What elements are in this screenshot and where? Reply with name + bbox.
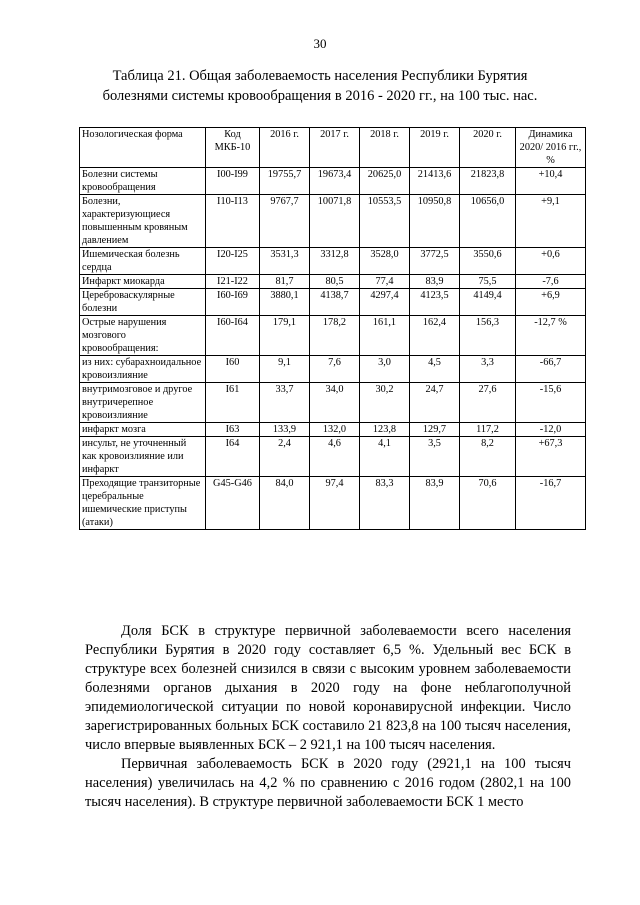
cell-value: 24,7 [410, 383, 460, 423]
cell-value: 30,2 [360, 383, 410, 423]
cell-value: 84,0 [260, 477, 310, 530]
cell-value: 3550,6 [460, 248, 516, 275]
cell-icd-code: I60-I69 [206, 289, 260, 316]
cell-value: 70,6 [460, 477, 516, 530]
cell-nosology: Инфаркт миокарда [80, 275, 206, 289]
cell-value: 161,1 [360, 316, 410, 356]
header-row [80, 128, 586, 168]
cell-value: 33,7 [260, 383, 310, 423]
table-row [80, 289, 586, 316]
cell-dynamics: +67,3 [516, 437, 586, 477]
header-dynamics: Динамика 2020/ 2016 гг., % [516, 128, 586, 168]
cell-value: 129,7 [410, 423, 460, 437]
cell-nosology: Ишемическая болезнь сердца [80, 248, 206, 275]
cell-value: 123,8 [360, 423, 410, 437]
table-row [80, 477, 586, 530]
cell-value: 10656,0 [460, 195, 516, 248]
cell-value: 4297,4 [360, 289, 410, 316]
cell-value: 4,5 [410, 356, 460, 383]
cell-value: 83,9 [410, 275, 460, 289]
cell-value: 4149,4 [460, 289, 516, 316]
cell-value: 3,3 [460, 356, 516, 383]
cell-value: 75,5 [460, 275, 516, 289]
cell-icd-code: I00-I99 [206, 168, 260, 195]
cell-value: 3,5 [410, 437, 460, 477]
cell-nosology: Цереброваскулярные болезни [80, 289, 206, 316]
cell-value: 4,6 [310, 437, 360, 477]
cell-value: 3772,5 [410, 248, 460, 275]
table-row [80, 383, 586, 423]
cell-value: 3528,0 [360, 248, 410, 275]
cell-value: 9,1 [260, 356, 310, 383]
header-2017: 2017 г. [310, 128, 360, 168]
cell-icd-code: I20-I25 [206, 248, 260, 275]
header-icd-code: Код МКБ-10 [206, 128, 260, 168]
morbidity-table [79, 127, 586, 530]
cell-dynamics: -66,7 [516, 356, 586, 383]
cell-nosology: из них: субарахноидальное кровоизлияние [80, 356, 206, 383]
cell-value: 162,4 [410, 316, 460, 356]
header-2019: 2019 г. [410, 128, 460, 168]
table-row [80, 275, 586, 289]
cell-value: 21413,6 [410, 168, 460, 195]
cell-nosology: инсульт, не уточненный как кровоизлияние или инфаркт [80, 437, 206, 477]
cell-value: 178,2 [310, 316, 360, 356]
cell-nosology: Болезни системы кровообращения [80, 168, 206, 195]
cell-value: 156,3 [460, 316, 516, 356]
cell-dynamics: -15,6 [516, 383, 586, 423]
cell-value: 83,9 [410, 477, 460, 530]
cell-icd-code: I64 [206, 437, 260, 477]
cell-value: 10071,8 [310, 195, 360, 248]
page-number: 30 [313, 36, 327, 51]
header-2018: 2018 г. [360, 128, 410, 168]
cell-dynamics: +6,9 [516, 289, 586, 316]
cell-value: 9767,7 [260, 195, 310, 248]
cell-value: 3312,8 [310, 248, 360, 275]
body-text [85, 622, 571, 812]
cell-value: 19755,7 [260, 168, 310, 195]
cell-value: 117,2 [460, 423, 516, 437]
cell-value: 3880,1 [260, 289, 310, 316]
header-2020: 2020 г. [460, 128, 516, 168]
table-row [80, 248, 586, 275]
cell-value: 4138,7 [310, 289, 360, 316]
cell-icd-code: I21-I22 [206, 275, 260, 289]
paragraph: Первичная заболеваемость БСК в 2020 году (2921,1 на 100 тысяч населения) увеличилась на 4,2 % по сравнению с 2016 годом (2802,1 на 100 тысяч населения). В структуре первичной заболеваемости БСК 1 место [85, 756, 571, 810]
cell-value: 83,3 [360, 477, 410, 530]
cell-value: 27,6 [460, 383, 516, 423]
cell-value: 3531,3 [260, 248, 310, 275]
caption-line-1: Таблица 21. Общая заболеваемость населения Республики Бурятия [112, 68, 528, 84]
cell-dynamics: +10,4 [516, 168, 586, 195]
cell-value: 4123,5 [410, 289, 460, 316]
cell-icd-code: I60-I64 [206, 316, 260, 356]
cell-value: 8,2 [460, 437, 516, 477]
cell-icd-code: G45-G46 [206, 477, 260, 530]
table-row [80, 423, 586, 437]
cell-value: 21823,8 [460, 168, 516, 195]
header-nosology: Нозологическая форма [80, 128, 206, 168]
paragraph: Доля БСК в структуре первичной заболеваемости всего населения Республики Бурятия в 2020 году составляет 6,5 %. Удельный вес БСК в структуре всех болезней снизился в связи с высоким уровнем заболеваемости болезнями органов дыхания в 2020 году на фоне неблагополучной эпидемиологической ситуации по новой коронавирусной инфекции. Число зарегистрированных больных БСК составило 21 823,8 на 100 тысяч населения, число впервые выявленных БСК – 2 921,1 на 100 тысяч населения. [85, 623, 571, 753]
cell-value: 77,4 [360, 275, 410, 289]
table-row [80, 437, 586, 477]
cell-dynamics: -12,7 % [516, 316, 586, 356]
header-2016: 2016 г. [260, 128, 310, 168]
table-caption [60, 66, 580, 106]
cell-dynamics: +9,1 [516, 195, 586, 248]
cell-value: 7,6 [310, 356, 360, 383]
cell-icd-code: I60 [206, 356, 260, 383]
cell-dynamics: +0,6 [516, 248, 586, 275]
cell-nosology: инфаркт мозга [80, 423, 206, 437]
table-row [80, 356, 586, 383]
cell-value: 132,0 [310, 423, 360, 437]
cell-dynamics: -16,7 [516, 477, 586, 530]
cell-icd-code: I63 [206, 423, 260, 437]
cell-value: 10950,8 [410, 195, 460, 248]
cell-value: 179,1 [260, 316, 310, 356]
cell-dynamics: -7,6 [516, 275, 586, 289]
table-row [80, 195, 586, 248]
cell-value: 4,1 [360, 437, 410, 477]
cell-value: 20625,0 [360, 168, 410, 195]
cell-value: 10553,5 [360, 195, 410, 248]
cell-value: 2,4 [260, 437, 310, 477]
cell-value: 34,0 [310, 383, 360, 423]
cell-nosology: Болезни, характеризующиеся повышенным кровяным давлением [80, 195, 206, 248]
table-row [80, 316, 586, 356]
cell-icd-code: I61 [206, 383, 260, 423]
cell-value: 80,5 [310, 275, 360, 289]
cell-value: 19673,4 [310, 168, 360, 195]
cell-dynamics: -12,0 [516, 423, 586, 437]
cell-value: 3,0 [360, 356, 410, 383]
cell-nosology: Острые нарушения мозгового кровообращения: [80, 316, 206, 356]
cell-nosology: Преходящие транзиторные церебральные ишемические приступы (атаки) [80, 477, 206, 530]
cell-value: 81,7 [260, 275, 310, 289]
cell-nosology: внутримозговое и другое внутричерепное кровоизлияние [80, 383, 206, 423]
caption-line-2: болезнями системы кровообращения в 2016 - 2020 гг., на 100 тыс. нас. [102, 88, 538, 104]
cell-value: 133,9 [260, 423, 310, 437]
cell-value: 97,4 [310, 477, 360, 530]
cell-icd-code: I10-I13 [206, 195, 260, 248]
table-row [80, 168, 586, 195]
